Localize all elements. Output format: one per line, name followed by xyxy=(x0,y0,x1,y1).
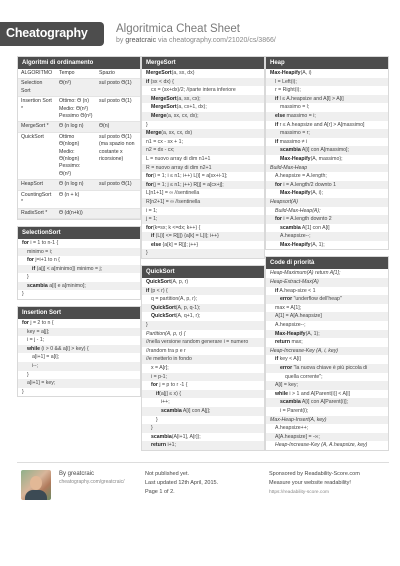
last-updated: Last updated 12th April, 2015. xyxy=(145,480,219,486)
code-line: Heap-Increase-Key (A, i, key) xyxy=(266,347,388,356)
table-row xyxy=(18,122,140,132)
code-line: max = A[1]; xyxy=(275,304,302,311)
box-title: Insertion Sort xyxy=(18,307,140,319)
code-line: //random tra p e r xyxy=(146,347,186,354)
code-line: n2 = dx - cx; xyxy=(142,146,264,155)
code-line: } xyxy=(22,388,24,395)
code-block xyxy=(18,239,140,299)
code-line: Merge(a, sx, cx, dx) xyxy=(142,129,264,138)
code-line: l = Left(i); xyxy=(266,78,388,87)
code-line: MergeSort(a, sx, cx); xyxy=(142,95,264,104)
time-complexity: Θ (n + k) xyxy=(56,190,96,208)
code-line: } xyxy=(22,291,24,298)
author-link[interactable]: greatcraic xyxy=(125,37,157,44)
code-line: key = a[j]; xyxy=(18,328,140,337)
code-line: massimo = l; xyxy=(280,104,310,111)
code-line: i--; xyxy=(18,362,140,371)
code-line: if r ≤ A.heapsize and A[r] > A[massimo] xyxy=(275,121,365,128)
box-mergesort xyxy=(141,56,265,259)
code-line: Merge(a, sx, cx, dx); xyxy=(142,112,264,121)
column-1 xyxy=(17,56,141,403)
code-line: error "underflow dell'heap" xyxy=(266,295,388,304)
algorithm-name: CountingSort * xyxy=(18,190,56,208)
code-block xyxy=(266,69,388,249)
code-line: scambia A[i] con A[j]; xyxy=(142,407,264,416)
code-line: Max-Heapify(A, i); xyxy=(280,190,323,197)
code-line: i++; xyxy=(161,399,170,406)
code-block xyxy=(18,319,140,396)
sheet-byline: by greatcraic via cheatography.com/21020/cs/3866/ xyxy=(116,37,276,44)
box-code-priorita xyxy=(265,256,389,450)
code-line: i = 1; xyxy=(146,207,158,214)
time-complexity: Ottimo Θ(nlogn) Medio: Θ(nlogn) Pessimo: Θ(n²) xyxy=(56,132,96,179)
sponsor-tagline: Measure your website readability! xyxy=(269,480,351,486)
space-complexity xyxy=(96,190,140,208)
code-line: MergeSort(a, cx+1, dx); xyxy=(151,104,207,111)
space-complexity: sul posto Θ(1) xyxy=(96,79,140,97)
page-number: Page 1 of 2. xyxy=(145,489,175,495)
code-line: Heap-Maximum(A) return A[1]; xyxy=(270,270,341,277)
code-line: for(j = 1; j ≤ n1; j++) R[j] = a[cx+j]; xyxy=(142,181,264,190)
code-line: Build-Max-Heap xyxy=(266,164,388,173)
code-line: scambia A[i] con A[massimo]; xyxy=(266,146,388,155)
box-title: SelectionSort xyxy=(18,227,140,239)
code-line: x = A[r]; xyxy=(151,365,169,371)
logo-text: Cheatography xyxy=(6,26,88,40)
code-line: Build-Max-Heap(A); xyxy=(275,207,321,214)
table-row xyxy=(18,208,140,218)
code-line: //nella versione random generare i = numero xyxy=(142,338,264,347)
algorithm-name: RadixSort * xyxy=(18,208,56,218)
sponsor-text[interactable]: Sponsored by Readability-Score.com xyxy=(269,471,360,477)
code-line: massimo = r; xyxy=(266,129,388,138)
box-title: MergeSort xyxy=(142,57,264,69)
code-line: Heap-Extract-Max(A) xyxy=(266,278,388,287)
space-complexity: sul posto Θ(1) xyxy=(96,180,140,190)
code-line: R = nuovo array di dim n2+1 xyxy=(142,164,264,173)
code-line: } xyxy=(142,249,264,258)
code-line: A.heapsize--; xyxy=(266,232,388,241)
space-complexity: sul posto Θ(1) (ma spazio non costante x ricorsione) xyxy=(96,132,140,179)
table-header: ALGORITMO xyxy=(18,69,56,79)
footer-author-link[interactable]: cheatography.com/greatcraic/ xyxy=(59,479,125,485)
code-line: scambia A[1] con A[i] xyxy=(280,224,330,231)
box-title: QuickSort xyxy=(142,266,264,278)
code-line: } xyxy=(27,274,29,281)
code-line: A.heapsize = A.length; xyxy=(275,173,327,180)
footer-sponsor xyxy=(269,470,360,497)
code-line: if (a[j] < a[minimo]) minimo = j; xyxy=(18,265,140,274)
author-avatar[interactable] xyxy=(21,470,51,500)
code-line: Partition(A, p, r) { xyxy=(146,330,186,337)
code-line: } xyxy=(27,371,29,378)
code-line: while i > 1 and A[Parent(i)] < A[i] xyxy=(275,390,350,397)
code-line: if A.heap-size < 1 xyxy=(275,287,316,294)
algorithm-name: Selection Sort xyxy=(18,79,56,97)
code-line: if l ≤ A.heapsize and A[l] > A[i] xyxy=(266,95,388,104)
box-ordinamento xyxy=(17,56,141,220)
code-line: for i = A.length downto 2 xyxy=(266,215,388,224)
code-line: } xyxy=(156,416,158,423)
code-line: A[A.heapsize] = -∞; xyxy=(266,433,388,442)
box-title: Code di priorità xyxy=(266,257,388,269)
algorithm-name: QuickSort xyxy=(18,132,56,179)
code-line: while (i > 0 && a[i] > key) { xyxy=(18,345,140,354)
code-line: } xyxy=(142,424,264,433)
code-line: QuickSort(A, p, q-1); xyxy=(142,304,264,313)
box-selectionsort xyxy=(17,226,141,300)
code-line: r = Right(i); xyxy=(275,87,301,94)
code-line: j = 1; xyxy=(142,215,264,224)
code-line: quella corrente"; xyxy=(285,373,323,380)
time-complexity: Θ (n log n) xyxy=(56,122,96,132)
code-line: a[i+1] = key; xyxy=(18,379,140,388)
code-line: for i = 1 to n-1 { xyxy=(22,239,59,246)
code-line: scambia A[i] con A[Parent(i)]; xyxy=(266,398,388,407)
table-header-row xyxy=(18,69,140,79)
box-title: Heap xyxy=(266,57,388,69)
algorithm-name: MergeSort * xyxy=(18,122,56,132)
table-row xyxy=(18,132,140,179)
code-line: QuickSort(A, q+1, r); xyxy=(151,313,201,320)
code-line: Heap-Increase-Key (A, A.heapsize, key) xyxy=(275,442,368,449)
publish-status: Not published yet. xyxy=(145,471,190,477)
sponsor-link[interactable]: https://readability-score.com xyxy=(269,490,329,495)
code-line: Max-Heapify(A, massimo); xyxy=(280,155,343,162)
code-line: A[1] = A[A.heapsize] xyxy=(266,312,388,321)
code-line: for i = A.length/2 downto 1 xyxy=(266,181,388,190)
footer-author[interactable]: By greatcraic xyxy=(59,471,95,477)
code-line: error "la nuova chiave è più piccola di xyxy=(266,364,388,373)
column-3 xyxy=(265,56,389,457)
code-line: L[n1+1] = ∞ //sentinella xyxy=(146,190,200,197)
code-line: n1 = cx - sx + 1; xyxy=(146,138,183,145)
code-line: Max-Heapify(A, 1); xyxy=(266,330,388,339)
space-complexity xyxy=(96,208,140,218)
code-line: return i+1; xyxy=(142,441,264,450)
sheet-title: Algoritmica Cheat Sheet xyxy=(116,23,241,35)
code-line: L = nuovo array di dim n1+1 xyxy=(146,155,211,162)
table-row xyxy=(18,180,140,190)
space-complexity: Θ(n) xyxy=(96,122,140,132)
page-header xyxy=(0,0,400,52)
code-line: i = Parent(i); xyxy=(280,407,309,414)
code-line: R[n2+1] = ∞ //sentinella xyxy=(142,198,264,207)
code-line: if (p < r) { xyxy=(142,287,264,296)
code-line: cx = (sx+dx)/2; //parte intera inferiore xyxy=(151,87,236,94)
time-complexity: Θ (d(n+k)) xyxy=(56,208,96,218)
code-line: i = p-1; xyxy=(142,373,264,382)
sorting-table xyxy=(18,69,140,219)
code-line: A.heapsize++; xyxy=(275,425,309,432)
column-2 xyxy=(141,56,265,457)
code-line: return max; xyxy=(275,339,303,346)
code-line: i = j - 1; xyxy=(27,337,45,344)
code-block xyxy=(142,69,264,258)
table-header: Tempo xyxy=(56,69,96,79)
time-complexity: Θ(n²) xyxy=(56,79,96,97)
code-line: MergeSort(a, sx, dx) xyxy=(146,70,195,76)
footer-status xyxy=(145,470,218,497)
code-line: A[i] = key; xyxy=(266,381,388,390)
table-row xyxy=(18,79,140,97)
code-line: for j = 2 to n { xyxy=(22,320,54,327)
code-line: a[i+1] = a[i]; xyxy=(32,354,60,361)
code-line: //e metterlo in fondo xyxy=(142,355,264,364)
box-title: Algoritmi di ordinamento xyxy=(18,57,140,69)
code-line: } xyxy=(146,121,148,128)
page-footer xyxy=(17,462,389,532)
space-complexity: sul posto Θ(1) xyxy=(96,97,140,122)
algorithm-name: HeapSort xyxy=(18,180,56,190)
code-line: for j=i+1 to n { xyxy=(27,257,60,264)
code-line: for(k=sx; k <=dx; k++) { xyxy=(146,224,201,231)
code-block xyxy=(266,269,388,449)
code-line: Heapsort(A) xyxy=(266,198,388,207)
box-quicksort xyxy=(141,265,265,451)
code-line: for j = p to r -1 { xyxy=(151,382,188,389)
code-line: else {a[k] = R[j]; j++} xyxy=(151,241,199,248)
cheatography-logo[interactable] xyxy=(0,22,104,46)
code-line: if key < A[i] xyxy=(275,356,301,363)
code-line: Max-Heapify(A, 1); xyxy=(280,241,325,248)
code-line: if massimo ≠ i xyxy=(275,138,308,145)
code-line: q = partition(A, p, r); xyxy=(151,296,197,303)
code-line: Max-Heap-Insert(A, key) xyxy=(266,416,388,425)
code-line: scambia a[i] e a[minimo]; xyxy=(18,282,140,291)
code-line: } xyxy=(142,321,264,330)
code-line: scambia(A[i+1], A[r]); xyxy=(151,433,201,440)
box-heap xyxy=(265,56,389,250)
box-insertionsort xyxy=(17,306,141,397)
table-header: Spazio xyxy=(96,69,140,79)
table-row xyxy=(18,97,140,122)
code-line: A.heapsize--; xyxy=(275,322,306,329)
code-line: Max-Heapify(A, i) xyxy=(270,70,312,76)
time-complexity: Ottimo: Θ (n) Medio: Θ(n²) Pessimo Θ(n²) xyxy=(56,97,96,122)
code-line: else massimo = i; xyxy=(266,112,388,121)
table-row xyxy=(18,190,140,208)
code-line: if (sx < dx) { xyxy=(142,78,264,87)
code-line: QuickSort(A, p, r) xyxy=(146,279,189,286)
code-line: for(i = 1; i ≤ n1; i++) L[i] = a[sx+i-1]; xyxy=(146,173,228,180)
code-line: if (L[i] <= R[j]) {a[k] = L[i]; i++} xyxy=(142,232,264,241)
algorithm-name: Insertion Sort * xyxy=(18,97,56,122)
code-line: minimo = i; xyxy=(18,248,140,257)
time-complexity: Θ (n log n) xyxy=(56,180,96,190)
code-line: if(a[j] ≤ x) { xyxy=(142,390,264,399)
code-block xyxy=(142,278,264,450)
